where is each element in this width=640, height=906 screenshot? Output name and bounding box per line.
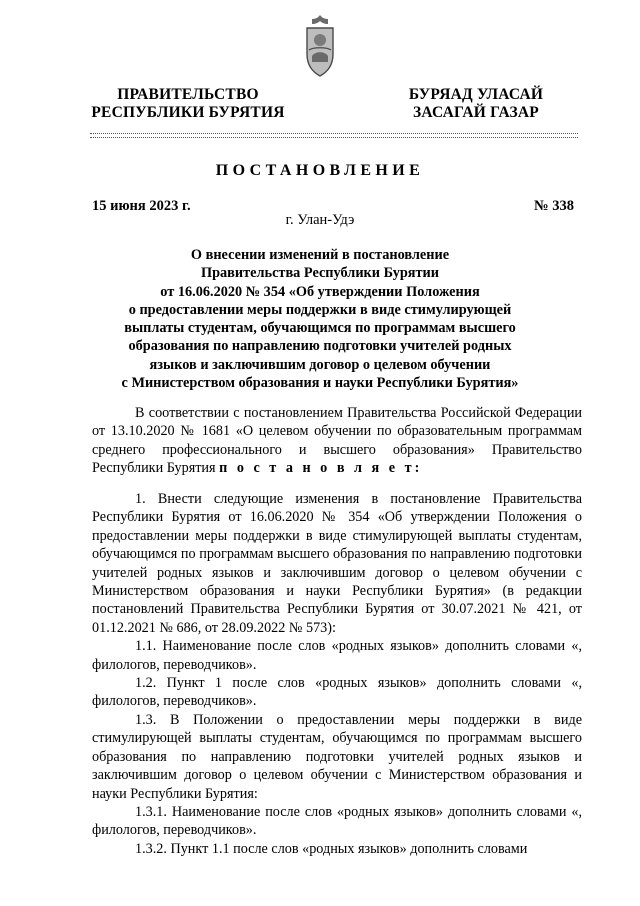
document-city: г. Улан-Удэ	[285, 212, 355, 228]
heading-line: языков и заключившим договор о целевом обучении	[149, 356, 491, 373]
resolves-word: п о с т а н о в л я е т:	[219, 460, 423, 477]
document-date: 15 июня 2023 г.	[92, 198, 191, 214]
heading-line: о предоставлении меры поддержки в виде стимулирующей	[128, 301, 512, 318]
preamble-paragraph	[92, 404, 582, 478]
preamble-text: В соответствии с постановлением Правительства Российской Федерации от 13.10.2020 № 1681 «О целевом обучении по образовательным программам среднего профессионального и высшего образования» Правительство Республики Бурятия	[92, 405, 582, 477]
document-heading	[80, 246, 560, 392]
coat-of-arms-icon	[303, 14, 337, 78]
org-line: РЕСПУБЛИКИ БУРЯТИЯ	[91, 104, 285, 121]
amendments-body	[92, 490, 582, 858]
heading-line: от 16.06.2020 № 354 «Об утверждении Положения	[160, 283, 480, 300]
paragraph-1-2: 1.2. Пункт 1 после слов «родных языков» дополнить словами «, филологов, переводчиков».	[92, 675, 582, 710]
document-title: ПОСТАНОВЛЕНИЕ	[215, 162, 425, 179]
heading-line: с Министерством образования и науки Республики Бурятия»	[121, 375, 519, 392]
heading-line: О внесении изменений в постановление	[190, 247, 450, 263]
paragraph-1-3-1: 1.3.1. Наименование после слов «родных языков» дополнить словами «, филологов, переводчиков».	[92, 803, 582, 839]
document-number: № 338	[534, 198, 574, 214]
government-name-ru	[88, 86, 288, 122]
org-line: ЗАСАГАЙ ГАЗАР	[413, 104, 539, 121]
paragraph-1: 1. Внести следующие изменения в постановление Правительства Республики Бурятия от 16.06.2020 № 354 «Об утверждении Положения о предоставлении меры поддержки в виде стимулирующей выплаты студентам, обучающимся по программам высшего образования по направлению подготовки учителей родных языков и заключившим договор о целевом обучении с Министерством образования и науки Республики Бурятия» (в редакции постановлений Правительства Республики Бурятия от 30.07.2021 № 421, от 01.12.2021 № 686, от 28.09.2022 № 573):	[92, 491, 582, 636]
paragraph-1-1: 1.1. Наименование после слов «родных языков» дополнить словами «, филологов, переводчиков».	[92, 638, 582, 673]
government-name-bua	[396, 86, 556, 122]
paragraph-1-3-2: 1.3.2. Пункт 1.1 после слов «родных языков» дополнить словами	[135, 840, 528, 857]
org-line: БУРЯАД УЛАСАЙ	[408, 86, 544, 103]
heading-line: выплаты студентам, обучающимся по программам высшего	[124, 320, 516, 337]
header-divider	[90, 133, 578, 134]
org-line: ПРАВИТЕЛЬСТВО	[117, 86, 259, 103]
paragraph-1-3: 1.3. В Положении о предоставлении меры поддержки в виде стимулирующей выплаты студентам, обучающимся по программам высшего образования по направлению подготовки учителей родных языков и заключившим договор о целевом обучении с Министерством образования и науки Республики Бурятия:	[92, 711, 582, 802]
heading-line: Правительства Республики Бурятии	[200, 265, 440, 282]
header-divider	[90, 137, 578, 138]
heading-line: образования по направлению подготовки учителей родных	[128, 338, 512, 355]
